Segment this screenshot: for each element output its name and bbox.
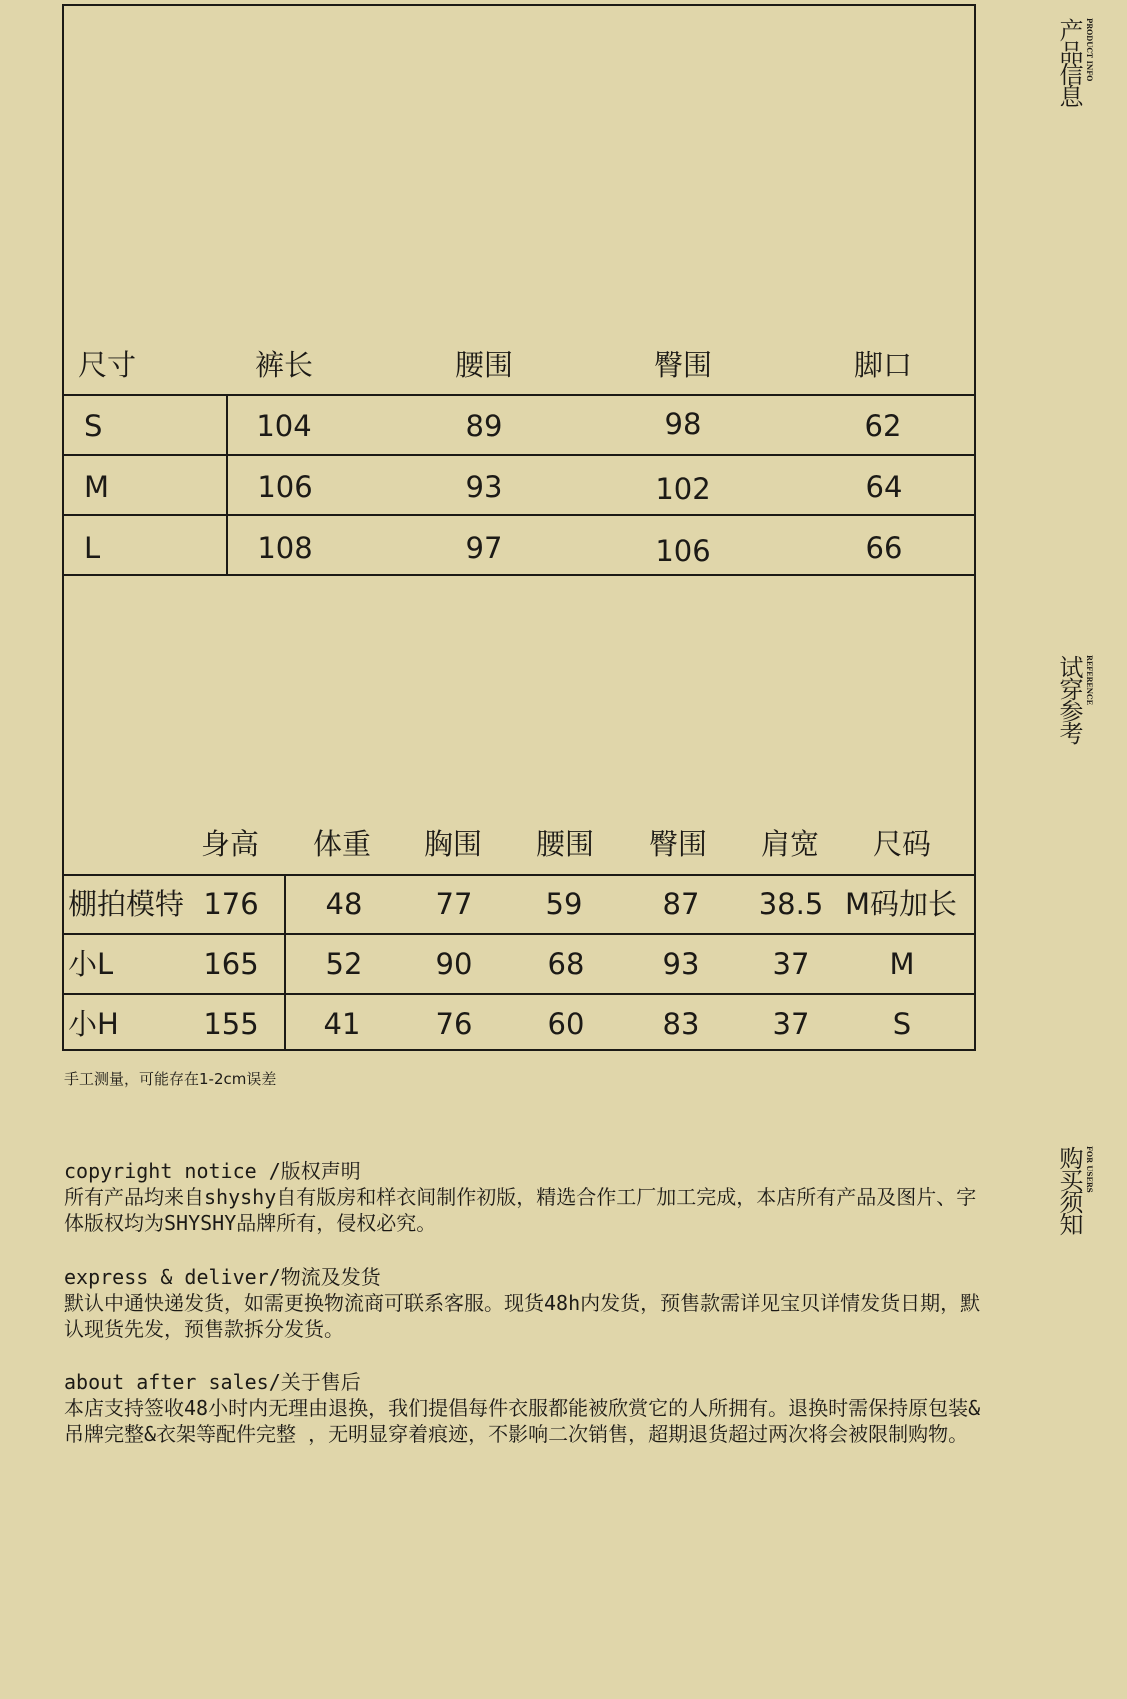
model-cell: 87 — [662, 887, 700, 921]
size-cell: 62 — [864, 409, 902, 443]
model-cell: 76 — [435, 1007, 473, 1041]
model-cell: 41 — [323, 1007, 361, 1041]
size-header-waist: 腰围 — [454, 348, 514, 382]
size-cell: 106 — [655, 534, 711, 568]
size-header-length: 裤长 — [254, 348, 314, 382]
model-cell: M — [889, 947, 915, 981]
side-label-for-users: 购买须知 — [1055, 1146, 1083, 1234]
size-cell: 97 — [465, 531, 503, 565]
side-label-product-info: 产品信息 — [1055, 18, 1083, 106]
size-cell: 64 — [865, 470, 903, 504]
model-cell: 37 — [772, 947, 810, 981]
model-header-shoulder: 肩宽 — [760, 827, 820, 861]
size-header-size: 尺寸 — [78, 348, 137, 382]
model-cell: 165 — [203, 947, 259, 981]
side-label-product-info-en: PRODUCT INFO — [1085, 18, 1094, 82]
model-cell: 48 — [325, 887, 363, 921]
side-label-reference: 试穿参考 — [1055, 655, 1083, 743]
after-sales-heading: about after sales/关于售后 — [64, 1370, 361, 1394]
model-row-label: 小L — [68, 947, 114, 981]
size-cell: 102 — [655, 472, 711, 506]
model-cell: S — [892, 1007, 912, 1041]
model-row-label: 棚拍模特 — [68, 887, 185, 921]
size-cell: 66 — [865, 531, 903, 565]
model-header-height: 身高 — [200, 827, 260, 861]
model-cell: 176 — [203, 887, 259, 921]
model-header-weight: 体重 — [312, 827, 372, 861]
copyright-heading: copyright notice /版权声明 — [64, 1159, 361, 1183]
after-sales-section — [64, 1369, 984, 1447]
model-cell: 90 — [435, 947, 473, 981]
model-cell: 37 — [772, 1007, 810, 1041]
model-cell: 38.5 — [758, 887, 824, 921]
model-cell: 60 — [547, 1007, 585, 1041]
measurement-note: 手工测量，可能存在1-2cm误差 — [64, 1070, 277, 1088]
size-cell: 106 — [257, 470, 313, 504]
model-header-waist: 腰围 — [535, 827, 595, 861]
copyright-body: 所有产品均来自shyshy自有版房和样衣间制作初版，精选合作工厂加工完成，本店所有产品及图片、字体版权均为SHYSHY品牌所有，侵权必究。 — [64, 1185, 977, 1235]
size-cell: 98 — [664, 407, 702, 441]
model-cell: 68 — [547, 947, 585, 981]
product-info-frame — [62, 4, 976, 1051]
size-header-hip: 臀围 — [653, 348, 713, 382]
model-row-label: 小H — [68, 1007, 119, 1041]
model-cell: 83 — [662, 1007, 700, 1041]
model-header-bust: 胸围 — [423, 827, 483, 861]
model-header-hip: 臀围 — [648, 827, 708, 861]
size-cell: 93 — [465, 470, 503, 504]
size-row-label: M — [84, 470, 110, 504]
side-label-reference-en: REFERENCE — [1085, 655, 1094, 705]
size-cell: 108 — [257, 531, 313, 565]
model-cell: 77 — [435, 887, 473, 921]
copyright-section — [64, 1158, 984, 1236]
delivery-body: 默认中通快递发货，如需更换物流商可联系客服。现货48h内发货，预售款需详见宝贝详情发货日期，默认现货先发，预售款拆分发货。 — [64, 1291, 981, 1341]
size-header-hem: 脚口 — [853, 348, 913, 382]
side-label-for-users-en: FOR USERS — [1085, 1146, 1094, 1193]
model-cell: M码加长 — [844, 887, 958, 921]
after-sales-body: 本店支持签收48小时内无理由退换，我们提倡每件衣服都能被欣赏它的人所拥有。退换时需保持原包装&吊牌完整&衣架等配件完整 ，无明显穿着痕迹，不影响二次销售，超期退货超过两次将会被限制购物。 — [64, 1396, 981, 1446]
model-cell: 155 — [203, 1007, 259, 1041]
delivery-heading: express & deliver/物流及发货 — [64, 1265, 381, 1289]
size-cell: 104 — [256, 409, 312, 443]
size-row-label: L — [84, 531, 101, 565]
size-row-label: S — [84, 409, 103, 443]
size-cell: 89 — [465, 409, 503, 443]
model-header-size: 尺码 — [872, 827, 932, 861]
delivery-section — [64, 1264, 984, 1342]
model-cell: 59 — [545, 887, 583, 921]
model-cell: 52 — [325, 947, 363, 981]
model-cell: 93 — [662, 947, 700, 981]
